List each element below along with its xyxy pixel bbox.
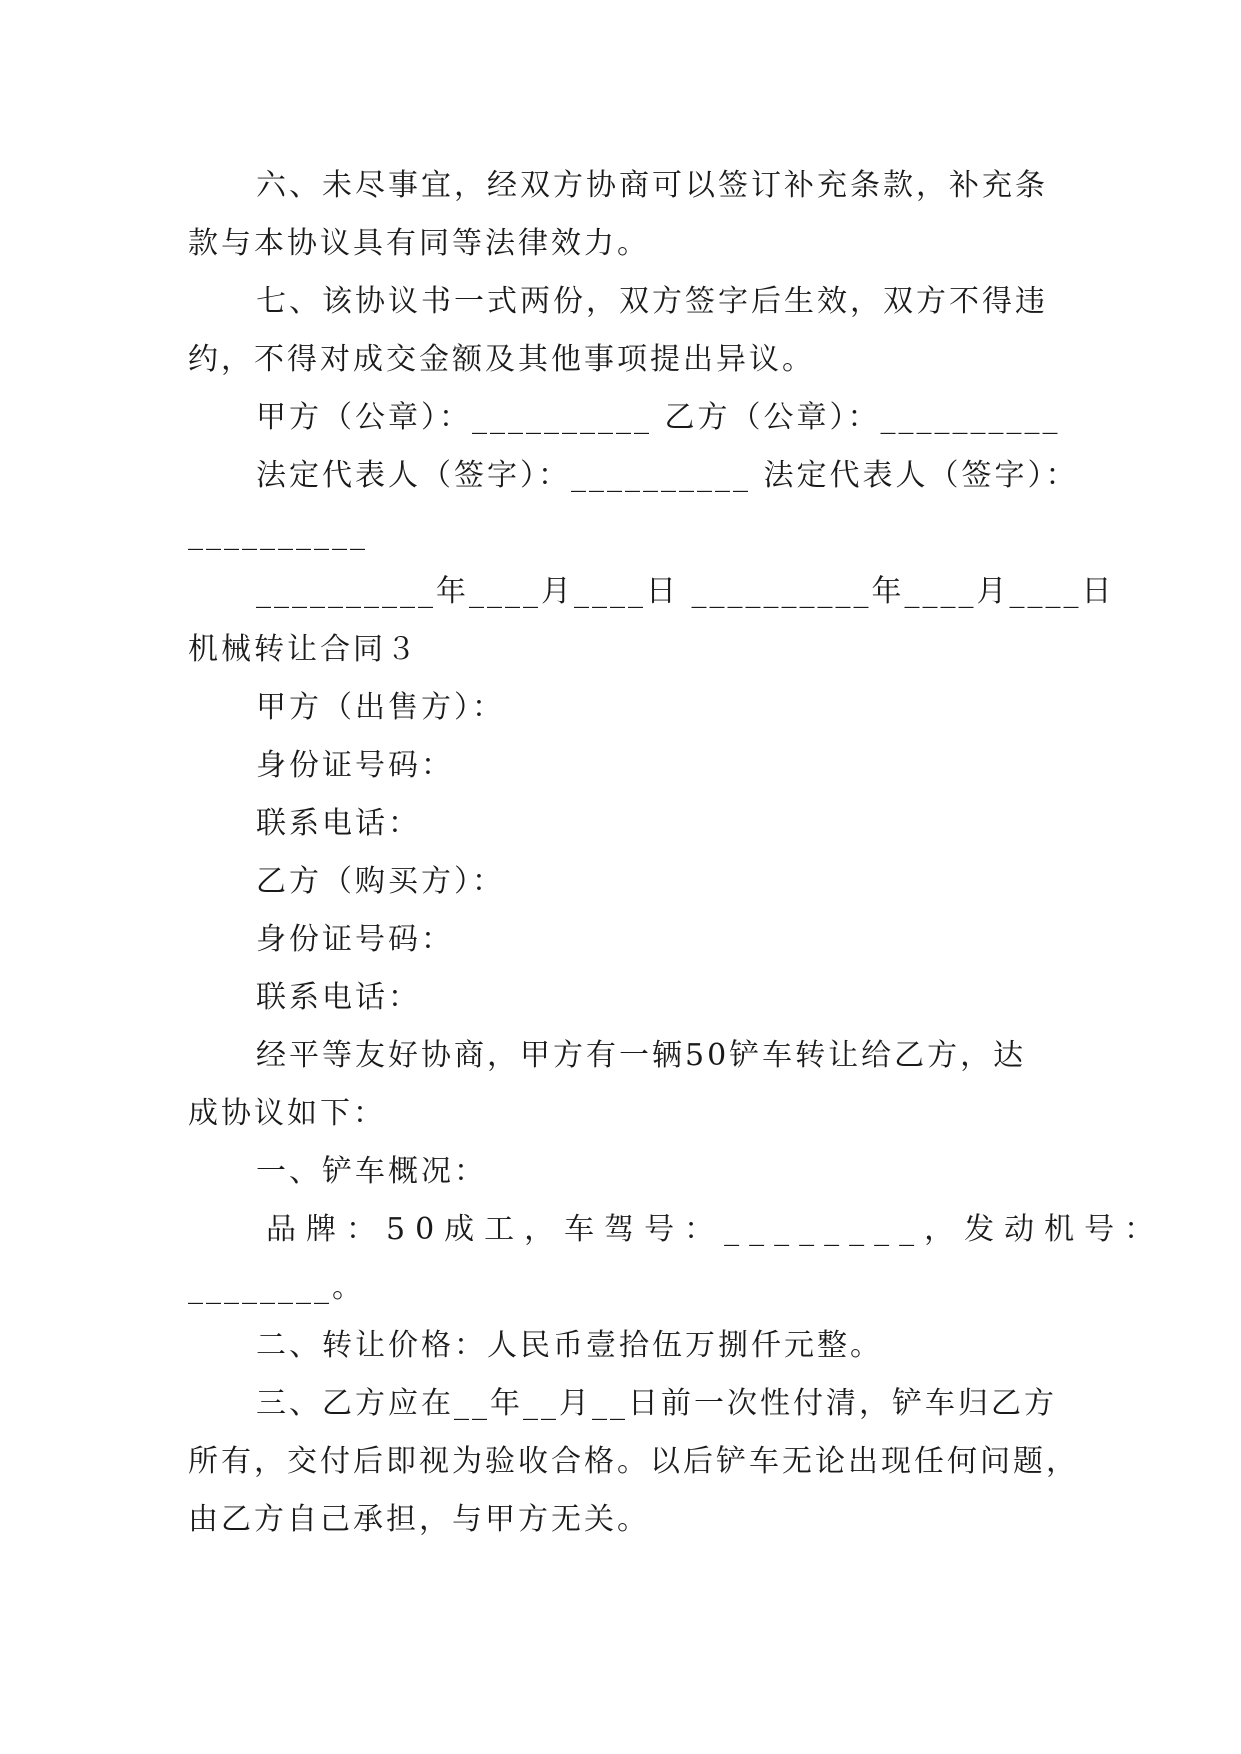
buyer-id-label: 身份证号码： (256, 922, 454, 957)
clause-7-line-1: 七、该协议书一式两份，双方签字后生效，双方不得违 (256, 284, 1048, 319)
legal-rep-signature-blank: __________ (188, 516, 368, 551)
preamble-line-1: 经平等友好协商，甲方有一辆50铲车转让给乙方，达 (256, 1038, 1027, 1073)
party-seal-line: 甲方（公章）：__________ 乙方（公章）：__________ (256, 400, 1061, 435)
buyer-phone-label: 联系电话： (256, 980, 421, 1015)
seller-label: 甲方（出售方）： (256, 690, 505, 725)
preamble-line-2: 成协议如下： (188, 1096, 386, 1131)
clause-7-line-2: 约，不得对成交金额及其他事项提出异议。 (188, 342, 815, 377)
engine-number-blank: ________。 (188, 1270, 365, 1305)
section-2-price: 二、转让价格：人民币壹拾伍万捌仟元整。 (256, 1328, 883, 1363)
section-3-line-2: 所有，交付后即视为验收合格。以后铲车无论出现任何问题， (188, 1444, 1079, 1479)
buyer-label: 乙方（购买方）： (256, 864, 505, 899)
brand-details-line: 品牌：50成工，车驾号：________，发动机号： (266, 1212, 1165, 1247)
seller-id-label: 身份证号码： (256, 748, 454, 783)
section-1-heading: 一、铲车概况： (256, 1154, 487, 1189)
date-line: __________年____月____日 __________年____月____日 (256, 574, 1115, 609)
contract-title: 机械转让合同３ (188, 632, 419, 667)
clause-6-line-2: 款与本协议具有同等法律效力。 (188, 226, 650, 261)
legal-rep-signature-line: 法定代表人（签字）：__________ 法定代表人（签字）： (256, 458, 1079, 493)
section-3-line-3: 由乙方自己承担，与甲方无关。 (188, 1502, 650, 1537)
section-3-line-1: 三、乙方应在__年__月__日前一次性付清，铲车归乙方 (256, 1386, 1057, 1421)
seller-phone-label: 联系电话： (256, 806, 421, 841)
clause-6-line-1: 六、未尽事宜，经双方协商可以签订补充条款，补充条 (256, 168, 1048, 203)
